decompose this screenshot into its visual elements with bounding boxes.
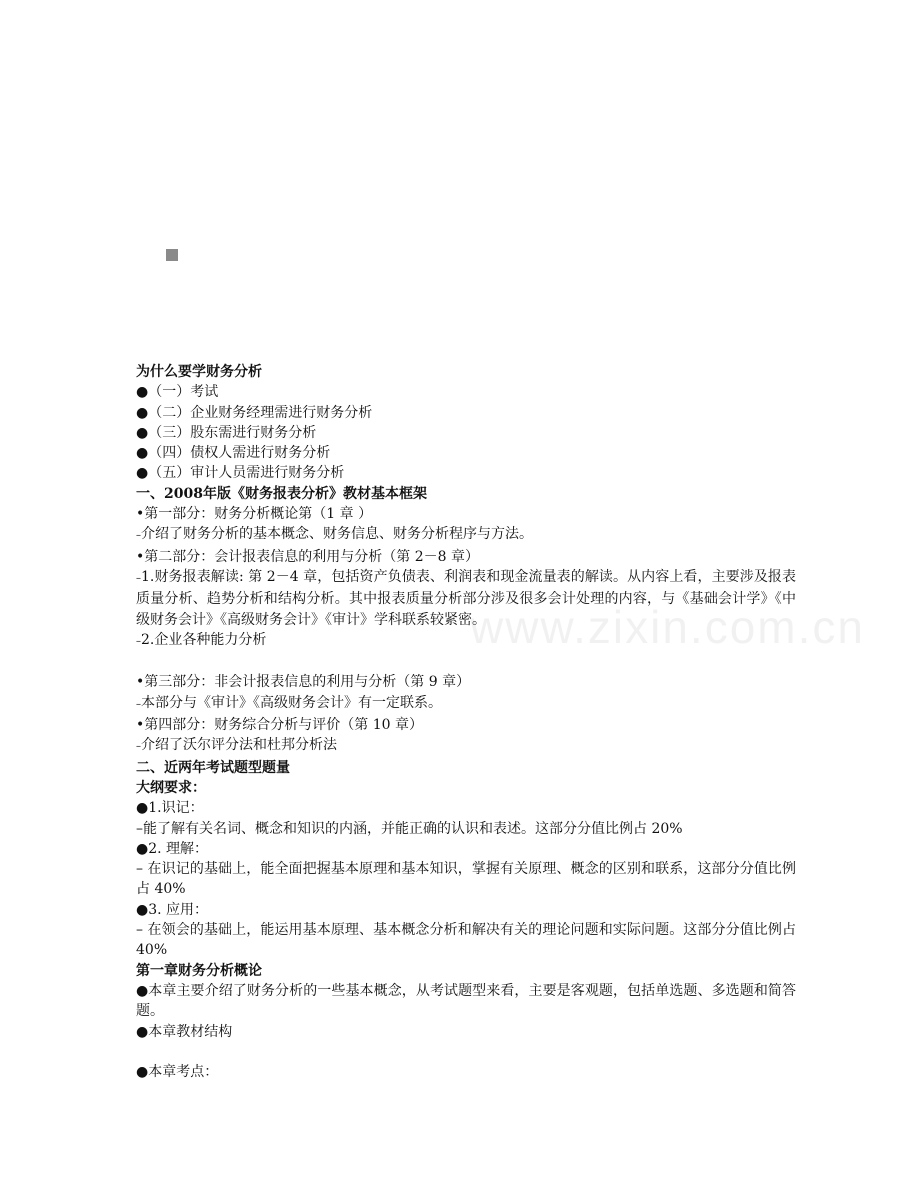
framework-part2-item2 bbox=[136, 630, 796, 652]
requirement-desc: – 在领会的基础上，能运用基本原理、基本概念分析和解决有关的理论问题和实际问题。这部分分值比例占 40% bbox=[136, 922, 796, 959]
dash-marker: – bbox=[136, 741, 141, 753]
heading-why-study: 为什么要学财务分析 bbox=[136, 364, 262, 380]
framework-part2-item2-text: 2.企业各种能力分析 bbox=[141, 631, 267, 648]
blank-line bbox=[136, 1042, 796, 1062]
chapter1-points: ●本章考点： bbox=[136, 1064, 219, 1081]
framework-part3: •第三部分：非会计报表信息的利用与分析（第 9 章） bbox=[136, 674, 471, 691]
heading-exam-types: 二、近两年考试题型题量 bbox=[136, 759, 290, 776]
chapter1-intro: ●本章主要介绍了财务分析的一些基本概念，从考试题型来看，主要是客观题，包括单选题、多选题和简答题。 bbox=[136, 982, 796, 1020]
requirement-desc: –能了解有关名词、概念和知识的内涵，并能正确的认识和表述。这部分分值比例占 20% bbox=[136, 820, 683, 837]
framework-part1: •第一部分：财务分析概论第（1 章 ） bbox=[136, 506, 373, 523]
dash-marker: – bbox=[136, 572, 141, 584]
requirement-title: ●3. 应用： bbox=[136, 901, 209, 918]
dash-marker: – bbox=[136, 698, 141, 710]
heading-framework: 一、2008年版《财务报表分析》教材基本框架 bbox=[136, 485, 427, 502]
reason-item: ●（一）考试 bbox=[136, 384, 219, 401]
document-body bbox=[136, 362, 796, 1082]
reason-item: ●（四）债权人需进行财务分析 bbox=[136, 445, 331, 462]
reason-item: ●（三）股东需进行财务分析 bbox=[136, 424, 317, 441]
framework-part4-desc-text: 介绍了沃尔评分法和杜邦分析法 bbox=[141, 737, 337, 754]
dash-marker: – bbox=[136, 530, 141, 542]
framework-part2: •第二部分：会计报表信息的利用与分析（第 2－8 章） bbox=[136, 548, 479, 565]
heading-chapter1: 第一章财务分析概论 bbox=[136, 962, 262, 979]
chapter1-structure: ●本章教材结构 bbox=[136, 1023, 233, 1040]
framework-part4-desc bbox=[136, 735, 796, 757]
requirement-title: ●2. 理解： bbox=[136, 840, 209, 857]
dash-marker: – bbox=[136, 635, 141, 647]
framework-part2-item1 bbox=[136, 567, 796, 630]
reason-item: ●（五）审计人员需进行财务分析 bbox=[136, 465, 345, 482]
reason-item: ●（二）企业财务经理需进行财务分析 bbox=[136, 404, 373, 421]
framework-part2-item1-text: 1.财务报表解读: 第 2－4 章，包括资产负债表、利润表和现金流量表的解读。从内容上看，主要涉及报表质量分析、趋势分析和结构分析。其中报表质量分析部分涉及很多会计处理的内容，与《基础会计学》《中级财务会计》《高级财务会计》《审计》学科联系较紧密。 bbox=[136, 568, 796, 628]
blank-line bbox=[136, 652, 796, 672]
requirement-desc: – 在识记的基础上，能全面把握基本原理和基本知识，掌握有关原理、概念的区别和联系，这部分分值比例占 40% bbox=[136, 861, 796, 898]
heading-syllabus: 大纲要求： bbox=[136, 779, 206, 796]
framework-part3-desc bbox=[136, 693, 796, 715]
gray-square-icon bbox=[166, 249, 178, 261]
requirement-title: ●1.识记： bbox=[136, 800, 204, 817]
framework-part1-desc bbox=[136, 524, 796, 546]
framework-part4: •第四部分：财务综合分析与评价（第 10 章） bbox=[136, 717, 423, 734]
watermark: www.zixin.com.cn bbox=[470, 601, 865, 653]
framework-part1-desc-text: 介绍了财务分析的基本概念、财务信息、财务分析程序与方法。 bbox=[141, 526, 533, 543]
framework-part3-desc-text: 本部分与《审计》《高级财务会计》有一定联系。 bbox=[141, 694, 442, 711]
